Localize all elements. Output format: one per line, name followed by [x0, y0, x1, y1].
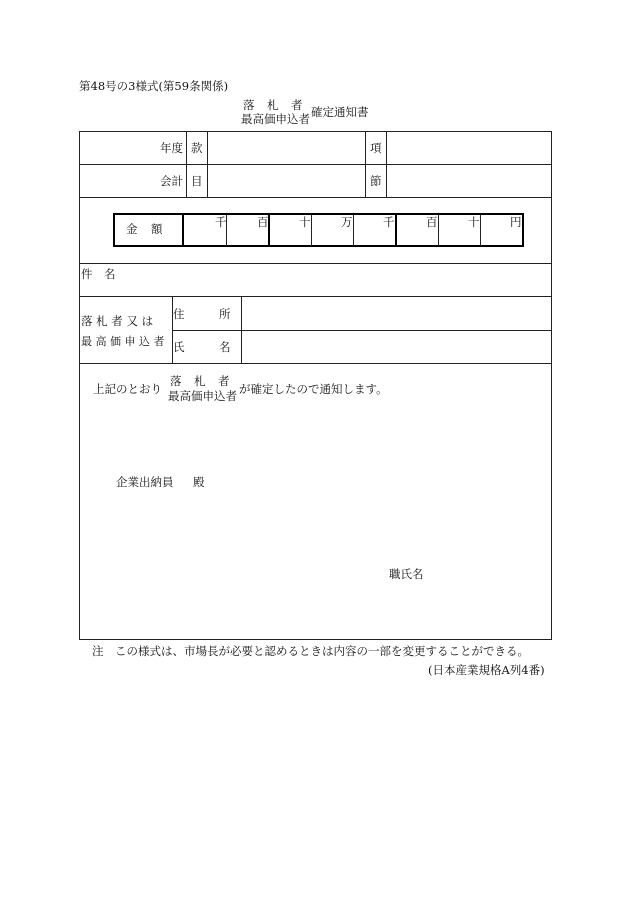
setsu-label: 節	[370, 174, 382, 188]
amount-box	[113, 213, 524, 247]
kenmei-label: 件 名	[81, 267, 116, 281]
amount-label: 金 額	[126, 222, 164, 236]
recipient-honorific: 殿	[193, 475, 205, 489]
address-label: 住 所	[173, 307, 231, 321]
bidder-label-line2: 最 高 価 申 込 者	[81, 335, 165, 348]
unit-sen-2: 千	[383, 215, 395, 229]
title-stack-top: 落 札 者	[243, 98, 303, 112]
body-suffix: が確定したので通知します。	[239, 382, 388, 396]
unit-juu: 十	[299, 215, 311, 229]
signature-label: 職氏名	[389, 567, 424, 581]
body-prefix: 上記のとおり	[93, 382, 162, 396]
form-number: 第48号の3様式(第59条関係)	[79, 79, 229, 93]
title-stack-bottom: 最高価申込者	[241, 112, 310, 126]
unit-juu-2: 十	[468, 215, 480, 229]
title-suffix: 確定通知書	[311, 105, 369, 119]
kaikei-label: 会計	[160, 174, 183, 188]
nendo-label: 年度	[160, 141, 183, 155]
body-stack-bottom: 最高価申込者	[168, 389, 237, 403]
footer-note: 注 この様式は、市場長が必要と認めるときは内容の一部を変更することができる。	[92, 644, 529, 658]
kan-label: 款	[191, 141, 203, 155]
recipient-title: 企業出納員	[116, 475, 174, 489]
name-label: 氏 名	[173, 340, 231, 354]
unit-en: 円	[510, 215, 522, 229]
body-stack-top: 落 札 者	[170, 374, 230, 388]
unit-hyaku: 百	[257, 215, 269, 229]
unit-hyaku-2: 百	[426, 215, 438, 229]
paper-size: (日本産業規格A列4番)	[428, 663, 545, 677]
unit-man: 万	[341, 215, 353, 229]
moku-label: 目	[191, 174, 203, 188]
kou-label: 項	[370, 141, 382, 155]
unit-sen: 千	[215, 215, 227, 229]
bidder-label-line1: 落 札 者 又 は	[81, 314, 154, 328]
